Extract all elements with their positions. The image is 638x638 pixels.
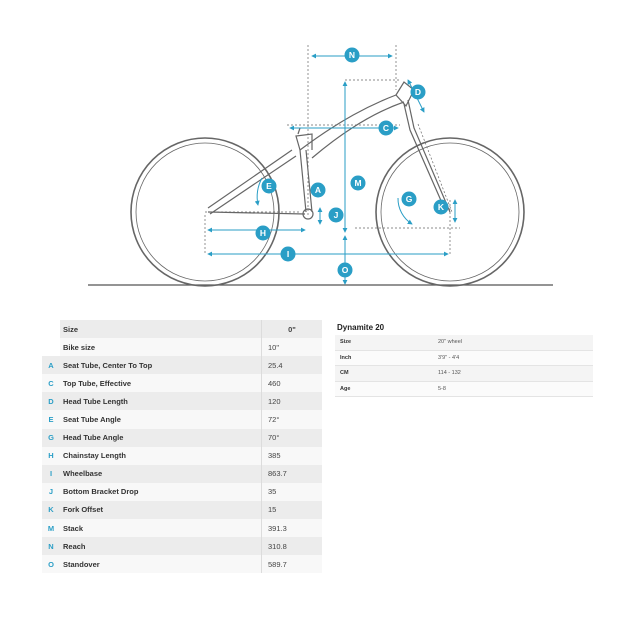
size-guide: [335, 320, 593, 397]
table-row: [42, 555, 322, 573]
row-label: Standover: [60, 555, 262, 573]
svg-text:A: A: [314, 185, 322, 195]
table-row: [335, 366, 593, 382]
svg-text:E: E: [266, 181, 272, 191]
row-label: Bottom Bracket Drop: [60, 483, 262, 501]
row-value: 35: [262, 483, 323, 501]
size-key: Inch: [335, 350, 433, 366]
table-row: [335, 350, 593, 366]
size-key: Age: [335, 381, 433, 397]
table-row: [42, 356, 322, 374]
row-label: Bike size: [60, 338, 262, 356]
marker-i: [281, 247, 296, 262]
svg-text:K: K: [437, 202, 445, 212]
row-value: 310.8: [262, 537, 323, 555]
row-value: 863.7: [262, 465, 323, 483]
svg-text:O: O: [341, 265, 349, 275]
header-label: Size: [60, 320, 262, 338]
size-key: Size: [335, 335, 433, 350]
size-value: 5-8: [433, 381, 593, 397]
size-key: CM: [335, 366, 433, 382]
row-label: Reach: [60, 537, 262, 555]
code-cell: [42, 338, 60, 356]
marker-o: [338, 263, 353, 278]
marker-d: [411, 85, 426, 100]
marker-m: [351, 176, 366, 191]
table-row: [42, 465, 322, 483]
marker-h: [256, 226, 271, 241]
row-value: 15: [262, 501, 323, 519]
table-row: [335, 381, 593, 397]
row-value: 460: [262, 374, 323, 392]
svg-text:N: N: [348, 50, 356, 60]
code-cell: C: [42, 374, 60, 392]
code-cell: N: [42, 537, 60, 555]
code-cell: O: [42, 555, 60, 573]
code-cell: J: [42, 483, 60, 501]
row-label: Stack: [60, 519, 262, 537]
bike-geometry-diagram: [0, 0, 638, 300]
table-row: [42, 410, 322, 428]
row-value: 589.7: [262, 555, 323, 573]
svg-text:I: I: [286, 249, 290, 259]
svg-text:G: G: [405, 194, 413, 204]
svg-text:J: J: [333, 210, 339, 220]
marker-j: [329, 208, 344, 223]
marker-e: [262, 179, 277, 194]
row-value: 120: [262, 392, 323, 410]
row-value: 72°: [262, 410, 323, 428]
code-cell: M: [42, 519, 60, 537]
marker-c: [379, 121, 394, 136]
code-cell: I: [42, 465, 60, 483]
row-label: Head Tube Angle: [60, 429, 262, 447]
size-guide-table: [335, 335, 593, 397]
row-value: 391.3: [262, 519, 323, 537]
marker-n: [345, 48, 360, 63]
svg-text:H: H: [259, 228, 267, 238]
marker-k: [434, 200, 449, 215]
row-label: Head Tube Length: [60, 392, 262, 410]
reference-lines: [205, 45, 460, 255]
row-value: 10": [262, 338, 323, 356]
code-cell: G: [42, 429, 60, 447]
table-row: [42, 338, 322, 356]
row-label: Seat Tube, Center To Top: [60, 356, 262, 374]
table-row: [42, 374, 322, 392]
size-value: 3'9" - 4'4: [433, 350, 593, 366]
header-value: 0": [262, 320, 323, 338]
table-row: [335, 335, 593, 350]
table-row: [42, 447, 322, 465]
row-label: Fork Offset: [60, 501, 262, 519]
code-cell: A: [42, 356, 60, 374]
marker-g: [402, 192, 417, 207]
table-row: [42, 537, 322, 555]
size-value: 114 - 132: [433, 366, 593, 382]
code-cell: H: [42, 447, 60, 465]
code-cell: D: [42, 392, 60, 410]
table-row: [42, 392, 322, 410]
table-row: [42, 519, 322, 537]
table-row: [42, 501, 322, 519]
row-value: 385: [262, 447, 323, 465]
row-label: Wheelbase: [60, 465, 262, 483]
table-row: [42, 429, 322, 447]
marker-a: [311, 183, 326, 198]
row-value: 70°: [262, 429, 323, 447]
row-label: Top Tube, Effective: [60, 374, 262, 392]
table-row: [42, 483, 322, 501]
row-label: Chainstay Length: [60, 447, 262, 465]
svg-text:M: M: [354, 178, 362, 188]
svg-text:D: D: [414, 87, 422, 97]
geometry-table: [42, 320, 322, 573]
row-label: Seat Tube Angle: [60, 410, 262, 428]
code-cell: E: [42, 410, 60, 428]
size-value: 20" wheel: [433, 335, 593, 350]
code-cell: [42, 320, 60, 338]
code-cell: K: [42, 501, 60, 519]
row-value: 25.4: [262, 356, 323, 374]
table-header-row: [42, 320, 322, 338]
size-guide-title: Dynamite 20: [337, 323, 385, 332]
svg-text:C: C: [382, 123, 390, 133]
